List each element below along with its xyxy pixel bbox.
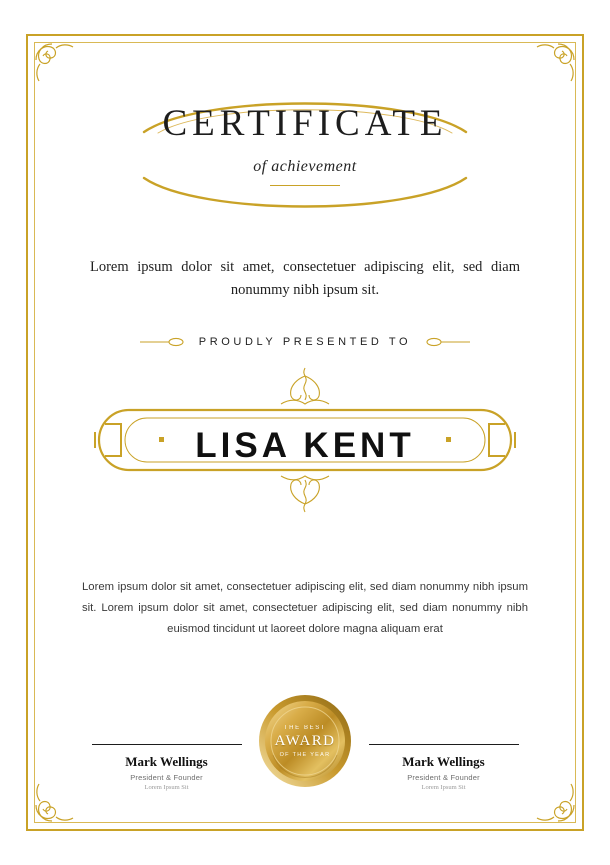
signature-role: President & Founder [407,773,480,782]
subtitle: of achievement [253,158,357,175]
signature-area [54,693,556,791]
signature-line [369,744,519,745]
title-arc-bottom [140,176,470,222]
title-block [140,88,470,218]
recipient-nameplate [85,362,525,537]
ornament-left-icon [139,336,185,348]
signature-extra: Lorem Ipsum Sit [144,784,189,791]
signature-extra: Lorem Ipsum Sit [421,784,466,791]
presented-to-label: PROUDLY PRESENTED TO [198,336,412,349]
intro-paragraph: Lorem ipsum dolor sit amet, consectetuer adipiscing elit, sed diam nonummy nibh ipsum sit. [90,259,520,299]
seal-bottom-label: OF THE YEAR [279,751,331,758]
signature-block-right [361,744,526,791]
ornament-right-icon [425,336,471,348]
page-title: CERTIFICATE [162,103,448,144]
signature-name: Mark Wellings [402,754,485,769]
signature-name: Mark Wellings [125,754,208,769]
signature-line [92,744,242,745]
recipient-name: LISA KENT [195,426,415,466]
subtitle-rule [270,185,340,186]
signature-role: President & Founder [130,773,203,782]
award-seal [257,693,353,789]
body-paragraph: Lorem ipsum dolor sit amet, consectetuer adipiscing elit, sed diam nonummy nibh ipsum sit. Lorem ipsum dolor sit amet, consectetuer adipiscing elit, sed diam nonummy nibh euismod tincidunt ut laoreet dolore magna aliquam erat [82,581,528,636]
seal-main-label: AWARD [274,732,336,749]
seal-top-label: THE BEST [283,724,327,731]
presented-to-row [54,336,556,348]
certificate-content [54,60,556,805]
signature-block-left [84,744,249,791]
